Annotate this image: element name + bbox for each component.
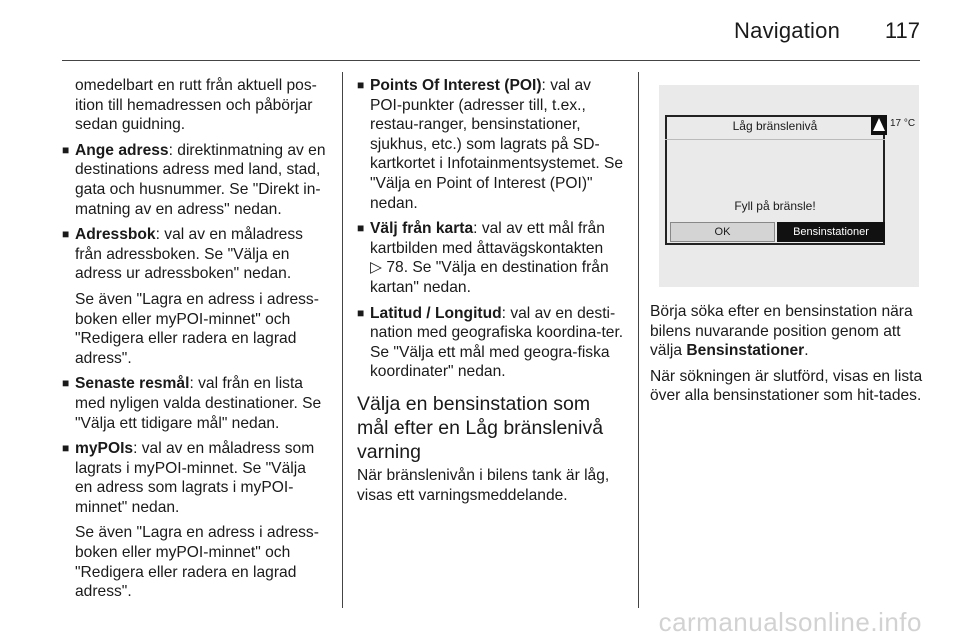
column-divider-1: [342, 72, 343, 608]
item-term: Latitud / Longitud: [370, 304, 502, 322]
paragraph-2: När sökningen är slutförd, visas en lista över alla bensinstationer som hit-tades.: [650, 367, 923, 405]
item-text-after-ref: . Se "Välja en destination från kartan" nedan.: [370, 259, 609, 296]
item-term: Adressbok: [75, 226, 156, 244]
warning-icon: [871, 115, 887, 135]
item-extra-text: Se även "Lagra en adress i adress-boken eller myPOI-minnet" och "Redigera eller radera en lagrad adress".: [75, 290, 319, 367]
item-text: : val av en måladress som lagrats i myPOI-minnet. Se "Välja en adress som lagrats i myPOI-minnet" nedan.: [75, 440, 315, 516]
list-item-adressbok: [62, 225, 327, 284]
dialog-message: Fyll på bränsle!: [734, 199, 816, 213]
item-text: : val av ett mål från kartbilden med åttavägskontakten: [370, 220, 605, 257]
item-extra-text: Se även "Lagra en adress i adress-boken eller myPOI-minnet" och "Redigera eller radera en lagrad adress".: [75, 524, 319, 601]
page-reference[interactable]: 78: [386, 259, 404, 277]
bullet-icon: ■: [62, 142, 70, 157]
page-header: [0, 0, 960, 62]
continued-text: omedelbart en rutt från aktuell pos-ition till hemadressen och påbörjar sedan guidning.: [75, 77, 317, 134]
bullet-icon: ■: [357, 78, 365, 92]
header-rule: [62, 60, 920, 61]
list-item-ange-adress: [62, 141, 327, 219]
bullet-icon: ■: [357, 305, 365, 320]
item-term: Senaste resmål: [75, 375, 190, 393]
section-heading: Välja en bensinstation som mål efter en Låg bränslenivå varning: [357, 392, 604, 463]
section-intro-text: När bränslenivån i bilens tank är låg, visas ett varningsmeddelande.: [357, 466, 610, 504]
bensinstationer-button[interactable]: Bensinstationer: [777, 222, 885, 242]
item-term: Välj från karta: [370, 220, 474, 238]
column-divider-2: [638, 72, 639, 608]
list-item-valj-fran-karta: [357, 219, 625, 297]
list-item-poi: [357, 76, 625, 213]
item-term: Points Of Interest (POI): [370, 77, 542, 94]
dialog-title-bar: [665, 115, 885, 140]
item-text: : val av en desti-nation med geografiska koordina-ter. Se "Välja ett mål med geogra-fiska koordinater" nedan.: [370, 304, 624, 381]
dialog-title: Låg bränslenivå: [732, 119, 818, 133]
paragraph-1-term: Bensinstationer: [686, 342, 805, 360]
paragraph-1-text: Börja söka efter en bensinstation nära bilens nuvarande position genom att välja: [650, 303, 913, 360]
temperature-readout: 17 °C: [890, 118, 916, 129]
page-number: 117: [884, 18, 920, 43]
ok-button[interactable]: OK: [670, 222, 775, 242]
item-text: : val från en lista med nyligen valda destinationer. Se "Välja ett tidigare mål" nedan.: [75, 375, 322, 432]
column-2: [357, 76, 625, 511]
page-title: Navigation: [734, 18, 840, 43]
bullet-icon: ■: [62, 227, 70, 242]
paragraph-1: [650, 302, 925, 361]
list-item-latitud-longitud: [357, 304, 625, 382]
list-item-senaste-resmal: [62, 374, 327, 433]
bullet-icon: ■: [62, 376, 70, 391]
item-text: : val av en måladress från adressboken. Se "Välja en adress ur adressboken" nedan.: [75, 226, 303, 283]
page-reference-icon[interactable]: ▷: [370, 259, 382, 277]
bullet-icon: ■: [357, 221, 365, 236]
column-1: [62, 76, 327, 608]
footer-watermark: carmanualsonline.info: [658, 607, 922, 637]
list-item-mypois: [62, 439, 327, 517]
item-term: myPOIs: [75, 440, 134, 458]
paragraph-1-end: .: [804, 342, 809, 360]
item-text: : val av POI-punkter (adresser till, t.ex., restau-ranger, bensinstationer, sjukhus, etc.) som lagrats på SD-kartkortet i Infotainmentsystemet. Se "Välja en Point of Interest (POI)" nedan.: [370, 77, 624, 212]
column-3-text: [650, 302, 925, 412]
bullet-icon: ■: [62, 441, 70, 456]
item-term: Ange adress: [75, 141, 169, 159]
display-screenshot: [659, 85, 919, 287]
item-text: : direktinmatning av en destinations adress med land, stad, gata och husnummer. Se "Direkt in-matning av en adress" nedan.: [75, 141, 326, 218]
